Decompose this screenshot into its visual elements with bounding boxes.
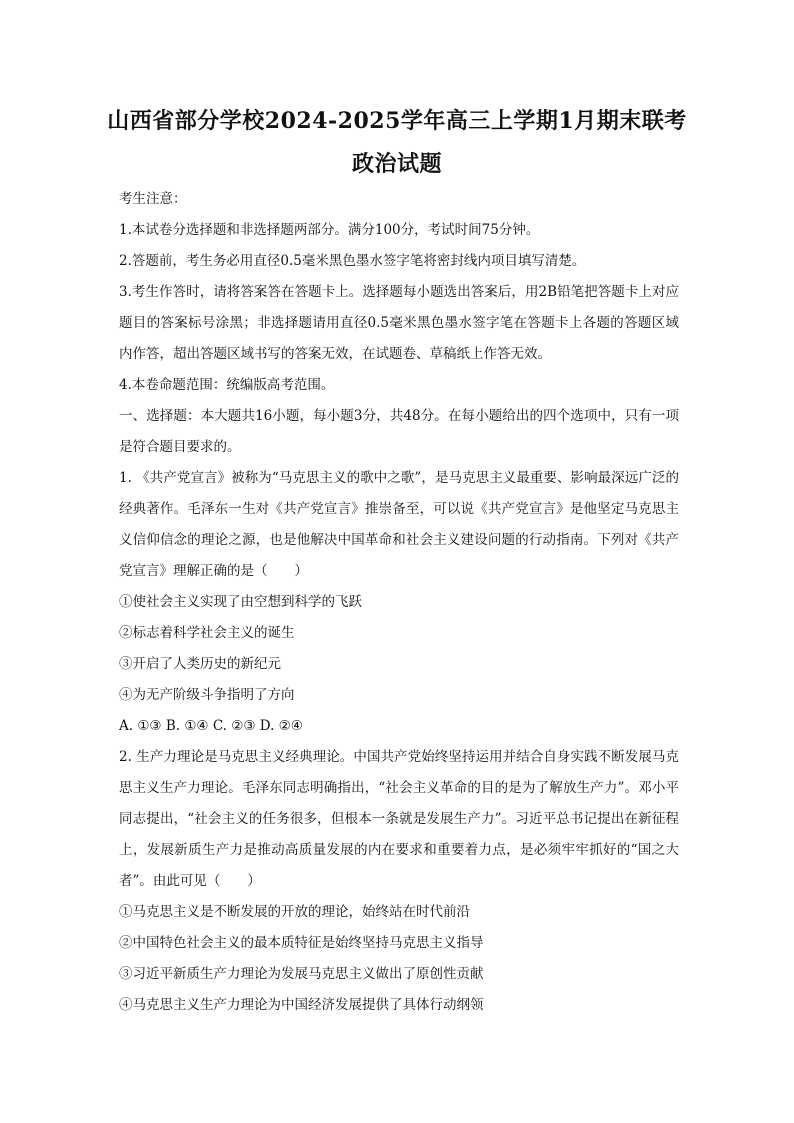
notice-item-1: 1.本试卷分选择题和非选择题两部分。满分100分，考试时间75分钟。 [119, 222, 540, 238]
question-2-option-2: ②中国特色社会主义的最本质特征是始终坚持马克思主义指导 [119, 935, 484, 951]
question-1-option-4: ④为无产阶级斗争指明了方向 [119, 687, 295, 703]
notice-item-4: 4.本卷命题范围：统编版高考范围。 [119, 377, 335, 393]
exam-content [119, 184, 679, 1021]
question-1-option-2: ②标志着科学社会主义的诞生 [119, 625, 295, 641]
question-2-option-4: ④马克思主义生产力理论为中国经济发展提供了具体行动纲领 [119, 997, 484, 1013]
question-1-answer-choices: A. ①③ B. ①④ C. ②③ D. ②④ [119, 718, 303, 734]
notice-item-2: 2.答题前，考生务必用直径0.5毫米黑色墨水签字笔将密封线内项目填写清楚。 [119, 253, 586, 269]
question-1-option-1: ①使社会主义实现了由空想到科学的飞跃 [119, 594, 362, 610]
notice-item-3: 3.考生作答时，请将答案答在答题卡上。选择题每小题选出答案后，用2B铅笔把答题卡上对应题目的答案标号涂黑；非选择题请用直径0.5毫米黑色墨水签字笔在答题卡上各题的答题区域内作答，超出答题区域书写的答案无效，在试题卷、草稿纸上作答无效。 [119, 284, 679, 362]
exam-subject-title: 政治试题 [351, 151, 442, 177]
notice-heading: 考生注意： [119, 191, 187, 207]
question-2-option-1: ①马克思主义是不断发展的开放的理论，始终站在时代前沿 [119, 904, 470, 920]
section-heading: 一、选择题：本大题共16小题，每小题3分，共48分。在每小题给出的四个选项中，只有一项是符合题目要求的。 [119, 408, 679, 455]
question-1-option-3: ③开启了人类历史的新纪元 [119, 656, 281, 672]
exam-title: 山西省部分学校2024-2025学年高三上学期1月期末联考 [107, 108, 687, 134]
question-1-stem: 1. 《共产党宣言》被称为“马克思主义的歌中之歌”，是马克思主义最重要、影响最深远广泛的经典著作。毛泽东一生对《共产党宣言》推崇备至，可以说《共产党宣言》是他坚定马克思主义信仰信念的理论之源，也是他解决中国革命和社会主义建设问题的行动指南。下列对《共产党宣言》理解正确的是（ ） [119, 470, 679, 579]
question-2-stem: 2. 生产力理论是马克思主义经典理论。中国共产党始终坚持运用并结合自身实践不断发展马克思主义生产力理论。毛泽东同志明确指出，“社会主义革命的目的是为了解放生产力”。邓小平同志提出，“社会主义的任务很多，但根本一条就是发展生产力”。习近平总书记提出在新征程上，发展新质生产力是推动高质量发展的内在要求和重要着力点，是必须牢牢抓好的“国之大者”。由此可见（ ） [119, 749, 679, 889]
question-2-option-3: ③习近平新质生产力理论为发展马克思主义做出了原创性贡献 [119, 966, 484, 982]
